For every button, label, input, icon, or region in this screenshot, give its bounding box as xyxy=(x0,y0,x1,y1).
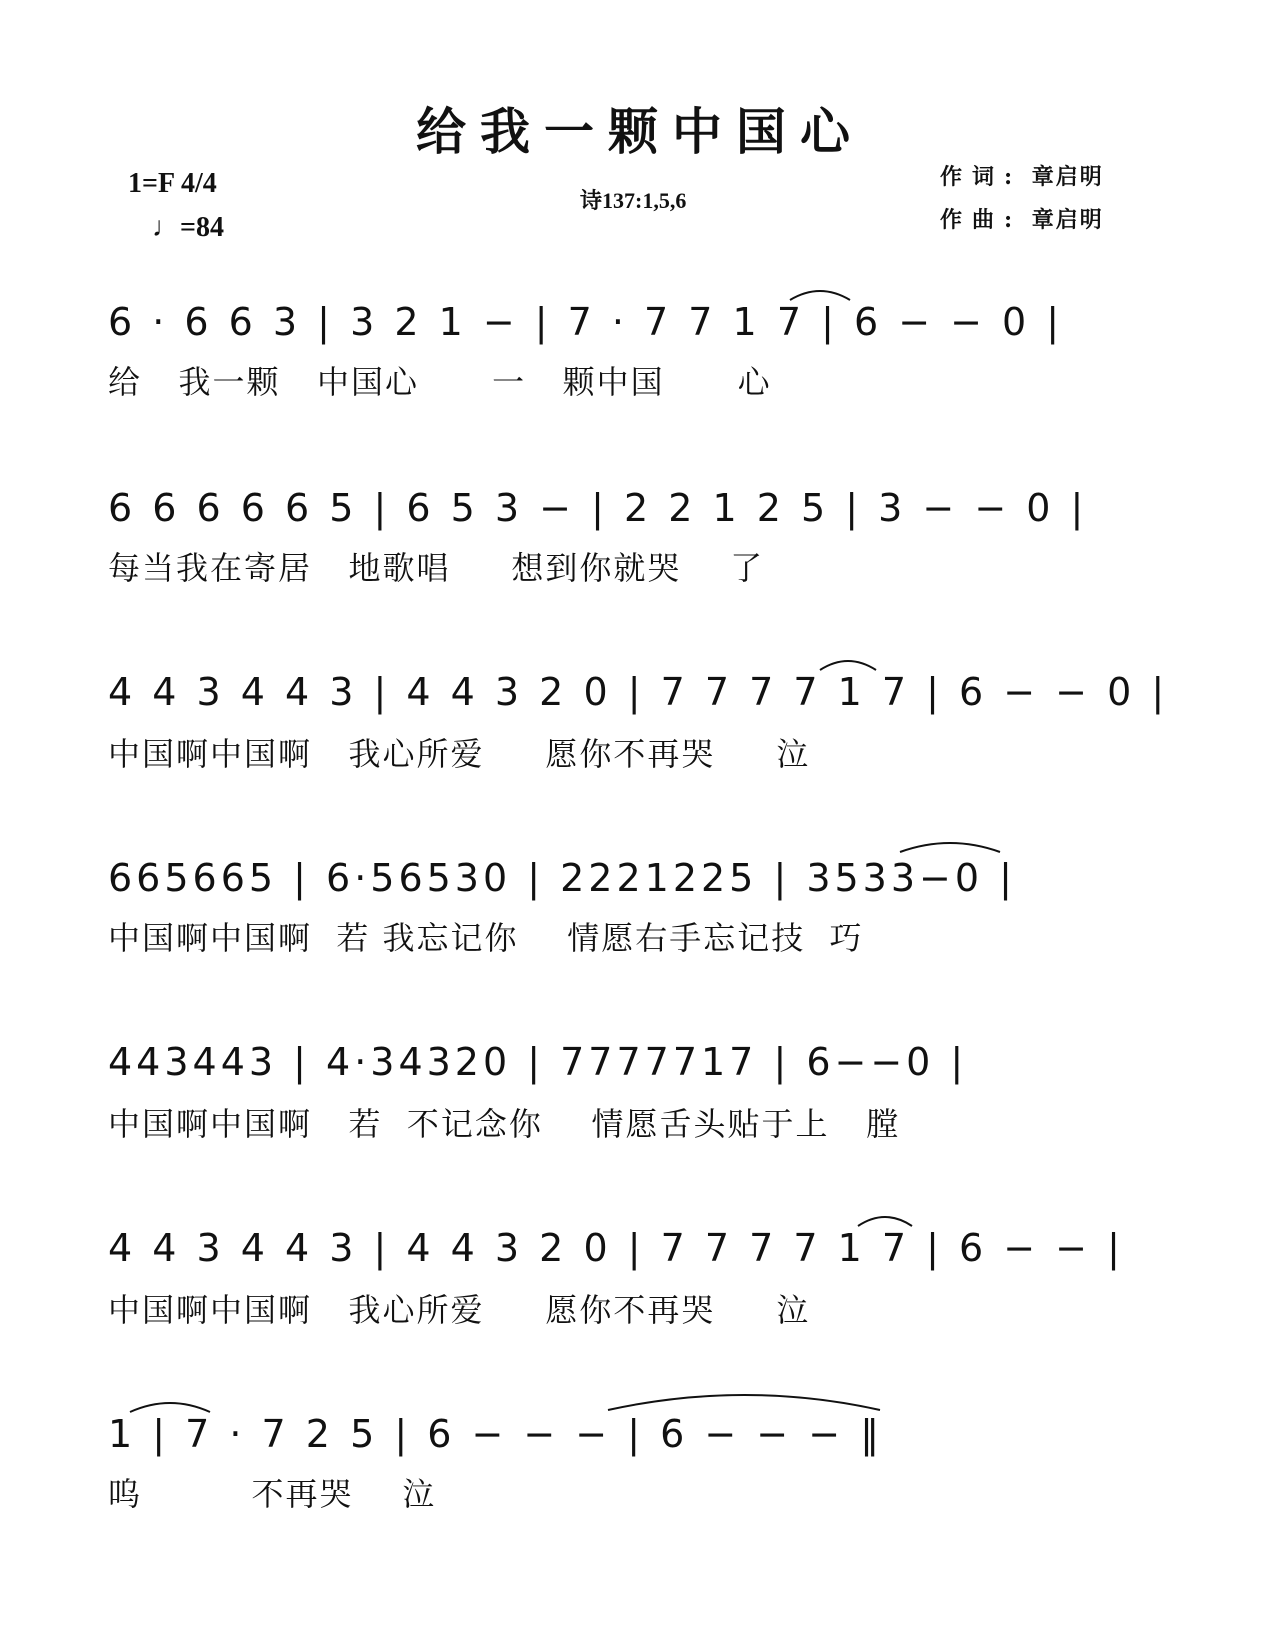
lyrics-line-5: 中国啊中国啊 若 不记念你 情愿舌头贴于上 膛 xyxy=(108,1105,901,1143)
tie-mark xyxy=(790,291,850,300)
lyricist-name: 章启明 xyxy=(1031,164,1104,190)
notation-line-5: 443443 | 4·34320 | 7777717 | 6−−0 | xyxy=(108,1040,968,1084)
notation-line-7: 1 | 7 · 7 2 5 | 6 − − − | 6 − − − ‖ xyxy=(108,1412,884,1456)
scripture-reference: 诗137:1,5,6 xyxy=(580,188,687,213)
tie-mark xyxy=(130,1403,210,1412)
tie-mark xyxy=(608,1395,880,1410)
lyrics-line-1: 给 我一颗 中国心 一 颗中国 心 xyxy=(108,363,772,401)
tie-mark xyxy=(858,1217,912,1226)
tie-mark xyxy=(820,661,876,670)
lyrics-line-4: 中国啊中国啊 若 我忘记你 情愿右手忘记技 巧 xyxy=(108,919,864,957)
notation-line-4: 665665 | 6·56530 | 2221225 | 3533−0 | xyxy=(108,856,1016,900)
song-title: 给我一颗中国心 xyxy=(416,102,864,161)
tempo-marking: ♩=84 xyxy=(152,212,224,243)
lyrics-line-2: 每当我在寄居 地歌唱 想到你就哭 了 xyxy=(108,549,765,587)
lyrics-line-3: 中国啊中国啊 我心所爱 愿你不再哭 泣 xyxy=(108,735,811,773)
notation-line-2: 6 6 6 6 6 5 | 6 5 3 − | 2 2 1 2 5 | 3 − − 0 | xyxy=(108,486,1088,530)
key-signature: 1=F 4/4 xyxy=(128,168,217,199)
composer-credit xyxy=(940,203,1104,234)
lyricist-credit xyxy=(940,160,1104,191)
composer-name: 章启明 xyxy=(1031,207,1104,233)
lyrics-line-6: 中国啊中国啊 我心所爱 愿你不再哭 泣 xyxy=(108,1291,811,1329)
notation-line-1: 6 · 6 6 3 | 3 2 1 − | 7 · 7 7 1 7 | 6 − − 0 | xyxy=(108,300,1064,344)
notation-line-6: 4 4 3 4 4 3 | 4 4 3 2 0 | 7 7 7 7 1 7 | 6 − − | xyxy=(108,1226,1124,1270)
tie-mark xyxy=(900,843,1000,852)
notation-line-3: 4 4 3 4 4 3 | 4 4 3 2 0 | 7 7 7 7 1 7 | 6 − − 0 | xyxy=(108,670,1169,714)
lyricist-label: 作词: xyxy=(940,164,1023,190)
composer-label: 作曲: xyxy=(940,207,1023,233)
lyrics-line-7: 呜 不再哭 泣 xyxy=(108,1475,437,1513)
